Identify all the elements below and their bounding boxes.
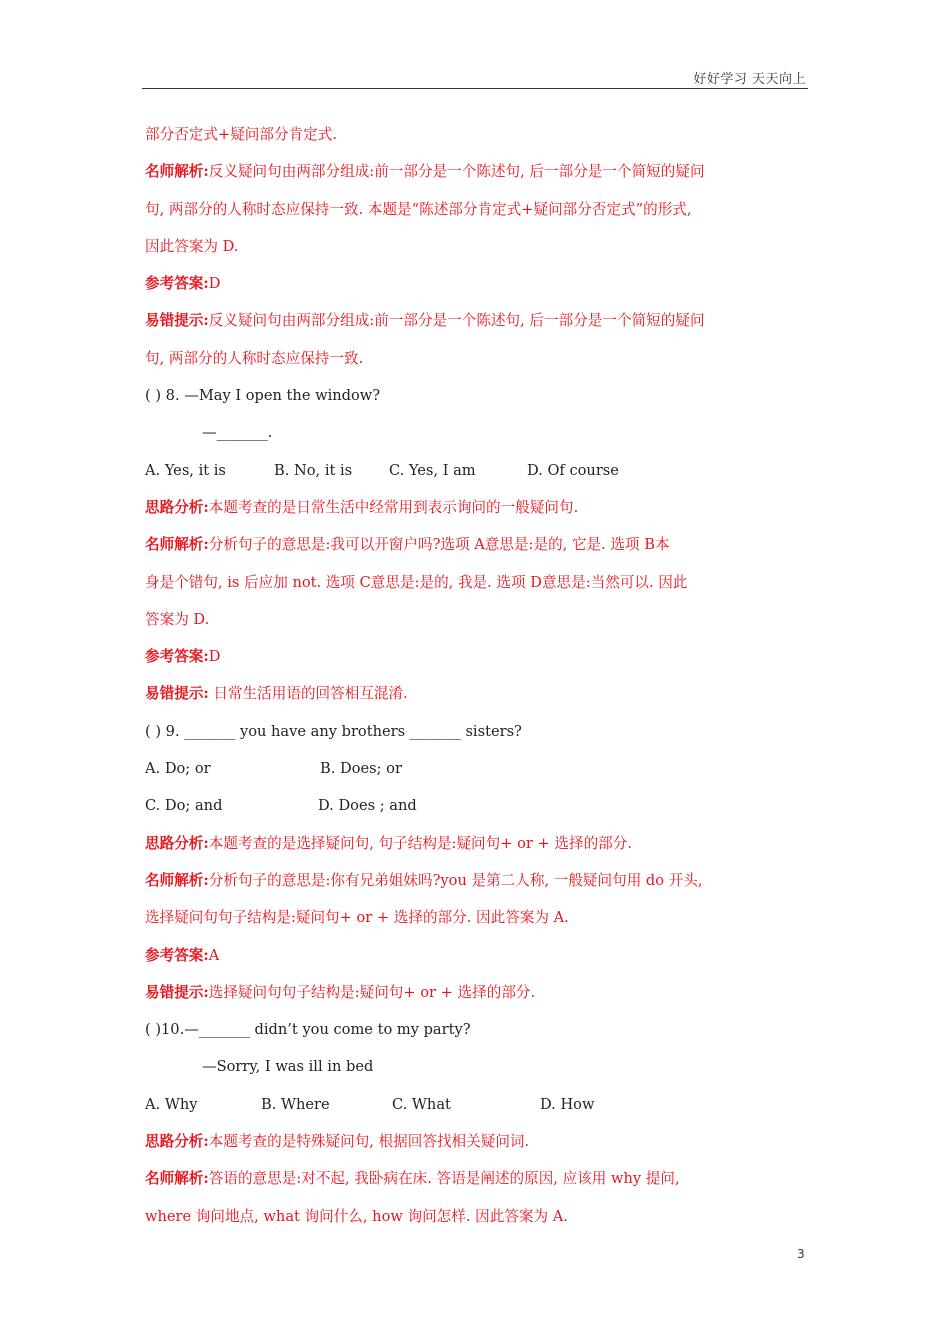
q8-reply: —_______.: [202, 424, 273, 442]
q10-teacher-line-2: where 询问地点, what 询问什么, how 询问怎样. 因此答案为 A.: [145, 1207, 568, 1225]
q10-option-d: D. How: [540, 1095, 595, 1113]
analysis-label: 思路分析:: [145, 498, 209, 516]
q7-teacher-line-2: 句, 两部分的人称时态应保持一致. 本题是“陈述部分肯定式+疑问部分否定式”的形式,: [145, 200, 692, 218]
tip-label: 易错提示:: [145, 685, 209, 703]
answer-label: 参考答案:: [145, 946, 209, 964]
q10-stem: ( )10.—_______ didn’t you come to my party?: [145, 1021, 471, 1039]
document-body: [145, 116, 805, 1235]
q8-teacher-line-1: 名师解析:分析句子的意思是:我可以开窗户吗?选项 A意思是:是的, 它是. 选项 B本: [145, 536, 670, 554]
q9-option-d: D. Does ; and: [318, 797, 417, 815]
q10-option-c: C. What: [392, 1095, 451, 1113]
q10-options: [145, 1086, 805, 1123]
q8-teacher-line-2: 身是个错句, is 后应加 not. 选项 C意思是:是的, 我是. 选项 D意思是:当然可以. 因此: [145, 573, 688, 591]
q9-option-c: C. Do; and: [145, 797, 223, 815]
q8-option-d: D. Of course: [527, 461, 619, 479]
q10-option-b: B. Where: [261, 1095, 330, 1113]
analysis-label: 思路分析:: [145, 1133, 209, 1151]
q9-options-row-1: [145, 750, 805, 787]
q8-option-c: C. Yes, I am: [389, 461, 476, 479]
q10-analysis: 思路分析:本题考查的是特殊疑问句, 根据回答找相关疑问词.: [145, 1133, 530, 1151]
q7-tip-line-1: 易错提示:反义疑问句由两部分组成:前一部分是一个陈述句, 后一部分是一个简短的疑问: [145, 312, 705, 330]
q8-tip: 易错提示: 日常生活用语的回答相互混淆.: [145, 685, 408, 703]
analysis-label: 思路分析:: [145, 834, 209, 852]
q10-reply: —Sorry, I was ill in bed: [202, 1058, 374, 1076]
teacher-label: 名师解析:: [145, 536, 209, 554]
q7-analysis-tail: 部分否定式+疑问部分肯定式.: [145, 126, 337, 143]
q10-teacher-line-1: 名师解析:答语的意思是:对不起, 我卧病在床. 答语是阐述的原因, 应该用 why 提问,: [145, 1170, 680, 1188]
q9-teacher-line-1: 名师解析:分析句子的意思是:你有兄弟姐妹吗?you 是第二人称, 一般疑问句用 do 开头,: [145, 871, 703, 889]
header-motto: 好好学习 天天向上: [693, 72, 806, 87]
q8-options: [145, 452, 805, 489]
q9-teacher-line-2: 选择疑问句句子结构是:疑问句+ or + 选择的部分. 因此答案为 A.: [145, 909, 569, 927]
q9-answer: 参考答案:A: [145, 946, 220, 964]
q8-analysis: 思路分析:本题考查的是日常生活中经常用到表示询问的一般疑问句.: [145, 498, 579, 516]
q9-option-a: A. Do; or: [145, 760, 211, 778]
q8-stem: ( ) 8. —May I open the window?: [145, 387, 381, 405]
page-header: [142, 64, 808, 89]
tip-label: 易错提示:: [145, 312, 209, 330]
answer-label: 参考答案:: [145, 648, 209, 666]
answer-label: 参考答案:: [145, 275, 209, 293]
teacher-label: 名师解析:: [145, 871, 209, 889]
q9-tip: 易错提示:选择疑问句句子结构是:疑问句+ or + 选择的部分.: [145, 983, 536, 1001]
teacher-label: 名师解析:: [145, 1170, 209, 1188]
q9-analysis: 思路分析:本题考查的是选择疑问句, 句子结构是:疑问句+ or + 选择的部分.: [145, 834, 632, 852]
q8-answer: 参考答案:D: [145, 648, 221, 666]
tip-label: 易错提示:: [145, 983, 209, 1001]
q7-answer: 参考答案:D: [145, 275, 221, 293]
q7-tip-line-2: 句, 两部分的人称时态应保持一致.: [145, 349, 364, 367]
q9-stem: ( ) 9. _______ you have any brothers _______ sisters?: [145, 722, 522, 740]
q8-option-a: A. Yes, it is: [145, 461, 226, 479]
q9-option-b: B. Does; or: [320, 760, 402, 778]
q10-option-a: A. Why: [145, 1095, 198, 1113]
q8-teacher-line-3: 答案为 D.: [145, 610, 210, 628]
q7-teacher-line-1: 名师解析:反义疑问句由两部分组成:前一部分是一个陈述句, 后一部分是一个简短的疑问: [145, 163, 705, 181]
q9-options-row-2: [145, 787, 805, 824]
page-number: 3: [797, 1247, 805, 1261]
teacher-label: 名师解析:: [145, 163, 209, 181]
q7-teacher-line-3: 因此答案为 D.: [145, 237, 239, 255]
q8-option-b: B. No, it is: [274, 461, 353, 479]
